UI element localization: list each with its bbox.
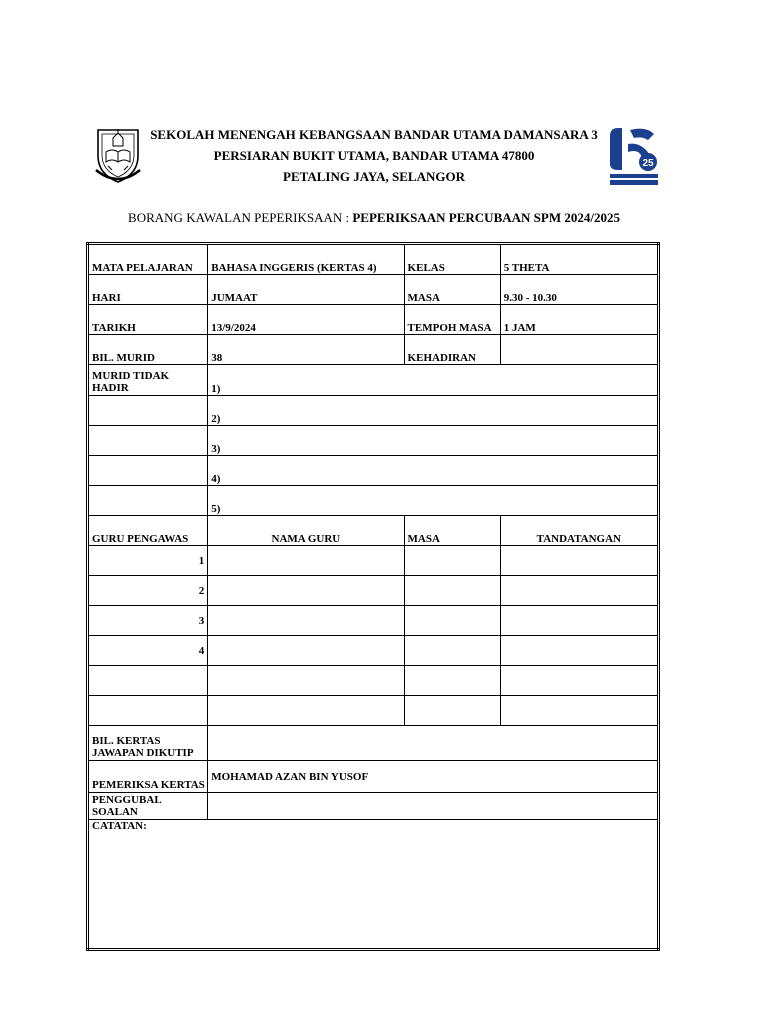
invigilator-row-4 (88, 636, 659, 666)
date-label: TARIKH (88, 305, 208, 335)
checker-value[interactable]: MOHAMAD AZAN BIN YUSOF (208, 761, 659, 793)
invigilator-signature-cell[interactable] (500, 606, 658, 636)
invigilator-row-2 (88, 576, 659, 606)
subject-value[interactable]: BAHASA INGGERIS (KERTAS 4) (208, 244, 404, 275)
invigilator-header-row (88, 516, 659, 546)
day-value[interactable]: JUMAAT (208, 275, 404, 305)
attendance-value[interactable] (500, 335, 658, 365)
absent-blank-cell (88, 456, 208, 486)
absent-row-5 (88, 486, 659, 516)
absent-entry-1[interactable]: 1) (208, 365, 659, 396)
absent-entry-4[interactable]: 4) (208, 456, 659, 486)
date-value[interactable]: 13/9/2024 (208, 305, 404, 335)
anniversary-logo-number: 25 (642, 158, 654, 169)
exam-control-form-table (86, 242, 660, 951)
invigilator-number: 4 (88, 636, 208, 666)
invigilator-name-cell[interactable] (208, 696, 404, 726)
notes-area[interactable] (88, 820, 659, 950)
invigilator-number (88, 666, 208, 696)
invigilator-name-header: NAMA GURU (208, 516, 404, 546)
school-address-line1: PERSIARAN BUKIT UTAMA, BANDAR UTAMA 47800 (213, 148, 535, 163)
notes-label: CATATAN: (92, 820, 147, 832)
form-title-prefix: BORANG KAWALAN PEPERIKSAAN : (128, 210, 353, 225)
question-setter-label: PENGGUBAL SOALAN (88, 793, 208, 820)
checker-row (88, 761, 659, 793)
attendance-label: KEHADIRAN (404, 335, 500, 365)
invigilator-signature-cell[interactable] (500, 696, 658, 726)
invigilator-time-cell[interactable] (404, 546, 500, 576)
students-label: BIL. MURID (88, 335, 208, 365)
day-label: HARI (88, 275, 208, 305)
invigilator-time-cell[interactable] (404, 636, 500, 666)
notes-row (88, 820, 659, 950)
question-setter-value[interactable] (208, 793, 659, 820)
day-row (88, 275, 659, 305)
form-title (88, 210, 660, 226)
students-row (88, 335, 659, 365)
duration-label: TEMPOH MASA (404, 305, 500, 335)
date-row (88, 305, 659, 335)
scripts-collected-value[interactable] (208, 726, 659, 761)
scripts-collected-label: BIL. KERTAS JAWAPAN DIKUTIP (88, 726, 208, 761)
invigilator-row-5 (88, 666, 659, 696)
students-value[interactable]: 38 (208, 335, 404, 365)
invigilator-time-cell[interactable] (404, 696, 500, 726)
question-setter-row (88, 793, 659, 820)
form-title-exam: PEPERIKSAAN PERCUBAAN SPM 2024/2025 (352, 210, 620, 225)
invigilator-signature-cell[interactable] (500, 576, 658, 606)
absent-row-2 (88, 396, 659, 426)
invigilator-row-3 (88, 606, 659, 636)
subject-label: MATA PELAJARAN (88, 244, 208, 275)
invigilator-time-cell[interactable] (404, 576, 500, 606)
absent-blank-cell (88, 486, 208, 516)
invigilator-name-cell[interactable] (208, 636, 404, 666)
school-address-line2: PETALING JAYA, SELANGOR (283, 169, 465, 184)
invigilator-time-header: MASA (404, 516, 500, 546)
page-header (88, 124, 660, 188)
invigilator-number: 3 (88, 606, 208, 636)
invigilator-time-cell[interactable] (404, 666, 500, 696)
class-label: KELAS (404, 244, 500, 275)
absent-entry-3[interactable]: 3) (208, 426, 659, 456)
school-name: SEKOLAH MENENGAH KEBANGSAAN BANDAR UTAMA DAMANSARA 3 (150, 127, 598, 142)
absent-entry-5[interactable]: 5) (208, 486, 659, 516)
invigilator-signature-cell[interactable] (500, 636, 658, 666)
invigilator-name-cell[interactable] (208, 576, 404, 606)
invigilator-signature-cell[interactable] (500, 666, 658, 696)
invigilator-name-cell[interactable] (208, 546, 404, 576)
absent-row-3 (88, 426, 659, 456)
anniversary-logo-icon (608, 124, 660, 188)
absent-row-1 (88, 365, 659, 396)
invigilator-label: GURU PENGAWAS (88, 516, 208, 546)
invigilator-number (88, 696, 208, 726)
invigilator-row-1 (88, 546, 659, 576)
invigilator-name-cell[interactable] (208, 666, 404, 696)
checker-label: PEMERIKSA KERTAS (88, 761, 208, 793)
subject-row (88, 244, 659, 275)
invigilator-number: 1 (88, 546, 208, 576)
invigilator-row-6 (88, 696, 659, 726)
invigilator-name-cell[interactable] (208, 606, 404, 636)
time-label: MASA (404, 275, 500, 305)
invigilator-time-cell[interactable] (404, 606, 500, 636)
invigilator-number: 2 (88, 576, 208, 606)
time-value[interactable]: 9.30 - 10.30 (500, 275, 658, 305)
absent-row-4 (88, 456, 659, 486)
invigilator-signature-cell[interactable] (500, 546, 658, 576)
absent-blank-cell (88, 426, 208, 456)
class-value[interactable]: 5 THETA (500, 244, 658, 275)
duration-value[interactable]: 1 JAM (500, 305, 658, 335)
invigilator-signature-header: TANDATANGAN (500, 516, 658, 546)
absent-label: MURID TIDAK HADIR (88, 365, 208, 396)
absent-blank-cell (88, 396, 208, 426)
absent-entry-2[interactable]: 2) (208, 396, 659, 426)
scripts-collected-row (88, 726, 659, 761)
